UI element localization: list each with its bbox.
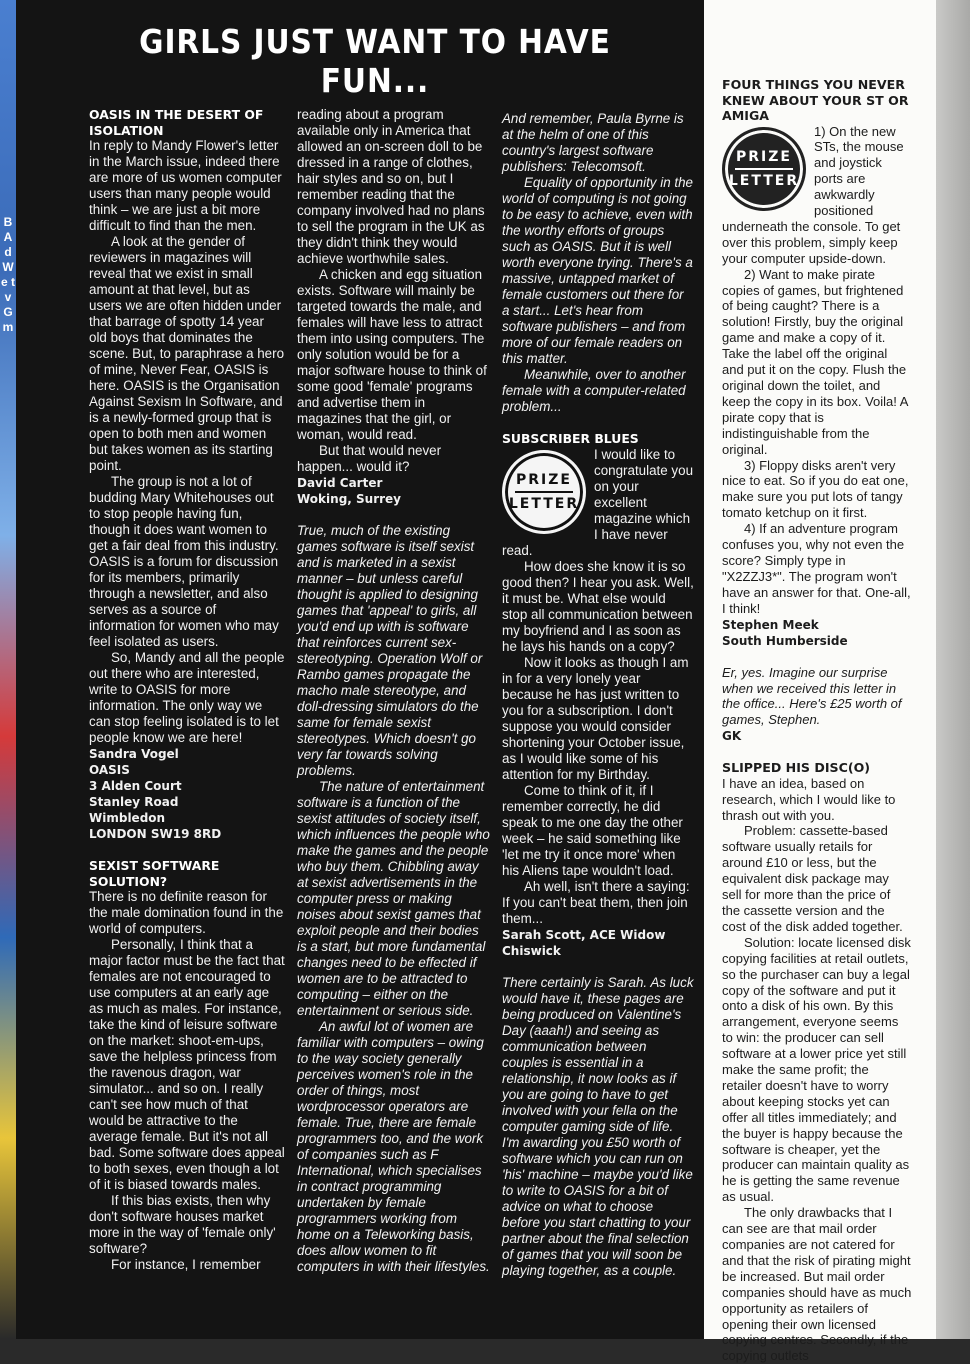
letter-paragraph: The only drawbacks that I can see are that mail order companies are not catered for and that the risk of pirating might be increased. But mail order companies should have as much opportunity as retailers of opening their own licensed copying centres. Secondly, if the copying outlets	[722, 1205, 912, 1364]
editor-reply: True, much of the existing games software is itself sexist and is marketed in a sexist manner – but unless careful thought is applied to designing games that 'appeal' to girls, all you'd end up with is software that reinforces current sex-stereotyping. Operation Wolf or Rambo games propagate the macho male stereotype, and doll-dressing simulators do the same for female sexist stereotypes. Which doesn't go very far towards solving problems.	[297, 523, 483, 778]
letter-paragraph: Personally, I think that a major factor must be the fact that females are not encouraged to use computers at an early age as much as males. For instance, take the kind of leisure software on the market: shoot-em-ups, save the helpless princess from the ravenous dragon, war simulator... and so on. I really can't see how much of that would be attractive to the average female. But it's not all bad. Some software does appeal to both sexes, even though a lot of it is biased towards males.	[89, 937, 285, 1192]
editor-reply: An awful lot of women are familiar with computers – owing to the way society generally perceives women's role in the order of things, most wordprocessor operators are female. True, there are female programmers too, and the work of companies such as F International, which specialises in contract programming undertaken by female programmers working from home on a Teleworking basis, does allow women to fit computers in with their lifestyles.	[297, 1019, 490, 1274]
signature-location: Chiswick	[502, 943, 561, 958]
page-headline: GIRLS JUST WANT TO HAVE FUN...	[139, 22, 611, 100]
signature-name: Stephen Meek	[722, 617, 819, 632]
signature-name: David Carter	[297, 476, 383, 490]
signature-location: Woking, Surrey	[297, 492, 401, 506]
letter-paragraph: But that would never happen... would it?	[297, 443, 442, 474]
editor-reply: Meanwhile, over to another female with a computer-related problem...	[502, 367, 686, 414]
signature-address: Wimbledon	[89, 811, 166, 825]
adjacent-page-letters: B A d W e t v G m	[0, 215, 15, 334]
letter-paragraph: I have an idea, based on research, which I would like to thrash out with you.	[722, 775, 896, 823]
letter-paragraph: If this bias exists, then why don't software houses market more in the way of 'female only' software?	[89, 1193, 276, 1256]
letter-paragraph: The group is not a lot of budding Mary Whitehouses out to stop people having fun, though it does want women to get a fair deal from this industry. OASIS is a forum for discussion for its members, primarily through a newsletter, and also serves as a source of information for women who may feel isolated as users.	[89, 474, 279, 649]
signature-address: 3 Alden Court	[89, 779, 182, 793]
editor-reply: There certainly is Sarah. As luck would have it, these pages are being produced on Valentine's Day (aaah!) and seeing as communication between couples is essential in a relationship, it now looks as if you are going to have to get involved with your fella on the computer gaming side of life. I'm awarding you £50 worth of software which you can run on 'his' machine – maybe you'd like to write to OASIS for a bit of advice on what to choose before you start chatting to your partner about the final selection of games that you will soon be playing together, as a couple.	[502, 974, 694, 1278]
letter-paragraph: Ah well, isn't there a saying: If you can't beat them, then join them...	[502, 878, 690, 926]
letter-paragraph: Solution: locate licensed disk copying facilities at retail outlets, so the purchaser can buy a legal copy of the software and put it onto a disk of his own. By this arrangement, everyone seems to win: the producer can sell software at a lower price yet still make the same profit; the retailer doesn't have to worry about keeping stocks yet can offer all titles immediately; and the buyer is happy because the software is cheaper, yet the producer can maintain quality as he is getting the same revenue as usual.	[722, 934, 911, 1205]
signature-address: Stanley Road	[89, 795, 179, 809]
signature-org: OASIS	[89, 763, 130, 777]
column-4	[722, 77, 912, 1364]
letter-paragraph: 4) If an adventure program confuses you, why not even the score? Simply type in "X2ZZJ3*". The program won't have an answer for that. One-all, I think!	[722, 521, 911, 616]
letter-heading: SEXIST SOFTWARE SOLUTION?	[89, 858, 220, 889]
editor-reply: The nature of entertainment software is a function of the sexist attitudes of society itself, which influences the people who make the games and the people who buy them. Chibbling away at sexist advertisements in the computer press or making noises about sexist games that exploit people and their bodies is a start, but more fundamental changes need to be effected if women are to be attracted to computing – either on the entertainment or serious side.	[297, 779, 490, 1018]
adjacent-page-edge	[0, 0, 16, 1339]
editor-reply: And remember, Paula Byrne is at the helm of one of this country's largest software publishers: Telecomsoft.	[502, 111, 684, 174]
letter-paragraph: A look at the gender of reviewers in magazines will reveal that we exist in small amount at that level, but as users we are often hidden under that barrage of spotty 14 year old boys that dominates the scene. But, to paraphrase a hero of mine, Never Fear, OASIS is here. OASIS is the Organisation Against Sexism In Software, and is a newly-formed group that is open to both men and women but takes women as its starting point.	[89, 234, 285, 473]
letter-paragraph: 1) On the new STs, the mouse and joystick ports are awkwardly positioned underneath the console. To get over this problem, simply keep your computer upside-down.	[722, 123, 904, 266]
letter-paragraph: 3) Floppy disks aren't very nice to eat. So if you do eat one, make sure you put lots of tangy tomato ketchup on it first.	[722, 457, 909, 521]
letter-paragraph: Now it looks as though I am in for a very lonely year because he has just written to you for a subscription. I don't suppose you would consider shortening your October issue, as I would like some of his attention for my Birthday.	[502, 654, 689, 782]
letter-heading: OASIS IN THE DESERT OF ISOLATION	[89, 107, 264, 138]
page-fold-shadow	[936, 0, 970, 1339]
column-2	[297, 107, 491, 1275]
signature-location: South Humberside	[722, 633, 848, 648]
letter-heading: SLIPPED HIS DISC(O)	[722, 760, 871, 776]
editor-initials: GK	[722, 729, 742, 744]
letter-paragraph: How does she know it is so good then? I hear you ask. Well, it must be. What else would stop all communication between my boyfriend and I as soon as he lays his hands on a copy?	[502, 558, 694, 654]
letter-heading: SUBSCRIBER BLUES	[502, 431, 639, 446]
letter-heading: FOUR THINGS YOU NEVER KNEW ABOUT YOUR ST OR AMIGA	[722, 77, 909, 123]
letter-paragraph: There is no definite reason for the male domination found in the world of computers.	[89, 889, 284, 936]
letter-paragraph: So, Mandy and all the people out there who are interested, write to OASIS for more information. The only way we can stop feeling isolated is to let people know we are here!	[89, 650, 285, 745]
prize-letter-badge: PRIZE LETTER	[722, 127, 806, 211]
letter-paragraph: Problem: cassette-based software usually retails for around £10 or less, but the equivalent disk package may sell for more than the price of the cassette version and the cost of the disk added together.	[722, 823, 903, 934]
signature-address: LONDON SW19 8RD	[89, 827, 222, 841]
letter-paragraph: reading about a program available only in America that allowed an on-screen doll to be dressed in a range of clothes, hair styles and so on, but I remember reading that the company involved had no plans to sell the program in the UK as they didn't think they would achieve worthwhile sales.	[297, 107, 485, 266]
letter-paragraph: I would like to congratulate you on your excellent magazine which I have never read.	[502, 446, 694, 558]
signature-name: Sandra Vogel	[89, 747, 179, 761]
letter-paragraph: For instance, I remember	[111, 1257, 261, 1272]
editor-reply: Er, yes. Imagine our surprise when we received this letter in the office... Here's £25 worth of games, Stephen.	[722, 664, 902, 728]
column-3	[502, 111, 694, 1279]
letter-paragraph: 2) Want to make pirate copies of games, but frightened of being caught? There is a solution! Firstly, buy the original game and make a copy of it. Take the label off the original and put it on the copy. Flush the original down the toilet, and keep the copy in its box. Voila! A pirate copy that is indistinguishable from the original.	[722, 266, 908, 457]
editor-reply: Equality of opportunity in the world of computing is not going to be easy to achieve, even with the worthy efforts of groups such as OASIS. But it is well worth everyone trying. There's a massive, untapped market of female customers out there for a start... Let's hear from software publishers – and from more of our female readers on this matter.	[502, 175, 693, 366]
prize-letter-badge: PRIZE LETTER	[502, 450, 586, 534]
letter-paragraph: In reply to Mandy Flower's letter in the March issue, indeed there are more of us women computer users than many people would think – we are just a bit more difficult to find than the men.	[89, 138, 282, 233]
letter-paragraph: A chicken and egg situation exists. Software will mainly be targeted towards the male, and females will have less to attract them into using computers. The only solution would be for a major software house to think of some good 'female' programs and advertise them in magazines that the girl, or woman, would read.	[297, 267, 487, 442]
column-1	[89, 107, 285, 1273]
letter-paragraph: Come to think of it, if I remember correctly, he did speak to me one day the other week – he said something like 'let me try it once more' when his Aliens tape wouldn't load.	[502, 782, 683, 878]
signature-name: Sarah Scott, ACE Widow	[502, 927, 666, 942]
